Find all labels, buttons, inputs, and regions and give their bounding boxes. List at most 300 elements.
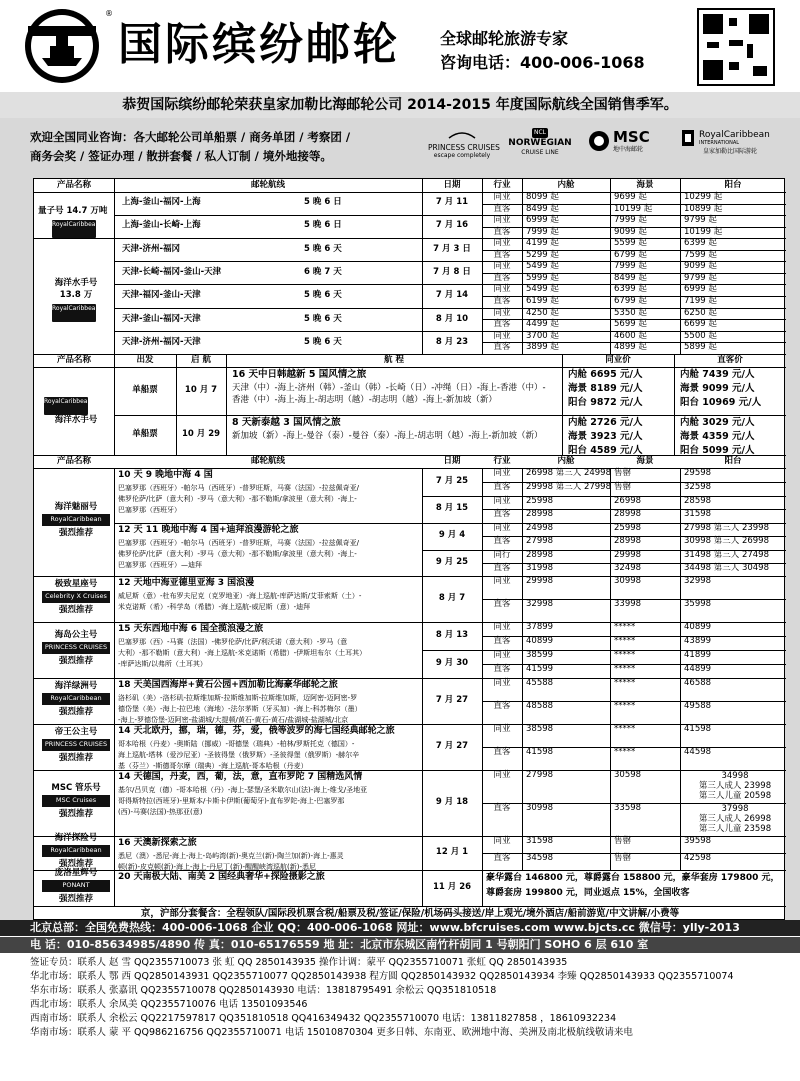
contact-line: 西北市场：联系人 余凤美 QQ2355710076 电话 13501093546 — [30, 999, 308, 1010]
inside-price: 29998 — [526, 576, 554, 586]
balcony-price: 32598 — [684, 481, 712, 492]
trip-itinerary: -库萨达斯/以弗所（土耳其） — [118, 660, 207, 668]
trip-itinerary: -海上-罗德岱堡-迈阿密-盐湖城/大提顿/黄石-黄石-黄石/盐湖城-盐湖城/北京 — [118, 716, 349, 724]
retail-price: 内舱 3029 元/人 — [680, 417, 755, 428]
column-divider — [610, 836, 611, 870]
trip-itinerary: 大利）-那不勒斯（意大利）-海上巡航-米克诺斯（希腊）-伊斯坦布尔（土耳其） — [118, 649, 367, 657]
trade-type: 同业 — [493, 192, 511, 202]
header-product: 产品名称 — [56, 355, 91, 365]
sail-date: 11 月 26 — [432, 882, 472, 892]
recommend-badge: 强烈推荐 — [58, 894, 93, 904]
column-divider — [114, 576, 115, 622]
inside-price: 28998 — [526, 509, 554, 520]
column-divider — [482, 523, 483, 576]
trade-price: 阳台 9872 元/人 — [568, 397, 643, 408]
sail-date: 7 月 27 — [435, 695, 469, 705]
price-table — [33, 178, 785, 920]
column-divider — [114, 354, 115, 455]
column-divider — [680, 622, 681, 678]
recommend-badge: 强烈推荐 — [58, 656, 93, 666]
header-retail-price: 直客价 — [717, 355, 743, 365]
trade-type: 直客 — [493, 319, 511, 330]
trip-itinerary: 巴塞罗那（西班牙） — [118, 506, 181, 514]
balcony-price: 41598 — [684, 724, 712, 734]
trade-type: 直客 — [493, 296, 511, 306]
product-name: 海洋水手号 — [54, 415, 98, 425]
cruise-line-logo: Celebrity X Cruises — [42, 591, 110, 603]
trip-itinerary: 基尔/吕贝克（德）-哥本哈根（丹）-海上-瑟堡/圣米歇尔山(法)-海上-维戈/圣地亚 — [118, 786, 368, 794]
sail-date: 7 月 14 — [435, 290, 469, 301]
balcony-price: 31498 第三人 27498 — [684, 549, 769, 560]
product-name: MSC 管乐号 — [51, 783, 101, 793]
ocean-price: 32498 — [614, 562, 642, 573]
brand-title: 国际缤纷邮轮 — [118, 19, 400, 70]
trade-type: 同业 — [493, 576, 511, 586]
route-name: 上海-釜山-长崎-上海 — [122, 220, 201, 230]
intro-line: 商务会奖 / 签证办理 / 散拼套餐 / 私人订制 / 境外地接等。 — [30, 149, 332, 163]
ocean-price: 5599 起 — [614, 238, 647, 248]
trip-title: 10 天 9 晚地中海 4 国 — [118, 470, 213, 480]
balcony-price: 32998 — [684, 576, 712, 586]
header-route: 邮轮航线 — [250, 456, 285, 466]
inside-price: 27998 — [526, 770, 554, 780]
trade-type: 同业 — [493, 307, 511, 318]
balcony-price: 39598 — [684, 836, 712, 846]
recommend-badge: 强烈推荐 — [58, 605, 93, 615]
balcony-price: 6699 起 — [684, 319, 717, 330]
ocean-price: 28998 — [614, 509, 642, 520]
route-name: 天津-济州-福冈 — [122, 244, 181, 254]
row-divider — [114, 415, 786, 416]
trip-itinerary: 洛杉矶（美）-洛杉矶-拉斯维加斯-拉斯维加斯-拉斯维加斯，迈阿密-迈阿密-罗 — [118, 694, 358, 702]
column-divider — [610, 523, 611, 576]
balcony-price: 10199 起 — [684, 226, 723, 237]
inside-price: 4499 起 — [526, 319, 559, 330]
column-divider — [422, 622, 423, 678]
ocean-price: 6799 起 — [614, 296, 647, 306]
recommend-badge: 强烈推荐 — [58, 707, 93, 717]
column-divider — [522, 678, 523, 724]
ocean-price: 33598 — [614, 803, 642, 813]
cruise-line-logo: RoyalCaribbean — [42, 845, 110, 857]
header-depart: 出发 — [136, 355, 154, 365]
msc-logo: MSC 地中海邮轮 — [588, 128, 668, 166]
trip-itinerary: 基（芬兰）-斯德哥尔摩（瑞典）-海上巡航-哥本哈根（丹麦） — [118, 762, 308, 770]
ocean-price: ***** — [614, 650, 636, 660]
trade-type: 同业 — [493, 238, 511, 248]
ocean-price: 7999 起 — [614, 261, 647, 272]
trade-type: 直客 — [493, 481, 511, 492]
date-divider — [422, 550, 482, 551]
route-nights: 5 晚 6 天 — [304, 336, 342, 347]
hotline: 咨询电话：400-006-1068 — [440, 53, 645, 72]
inside-price: 27998 — [526, 536, 554, 547]
inside-price: 4199 起 — [526, 238, 559, 248]
inside-price: 6199 起 — [526, 296, 559, 306]
balcony-price: 41899 — [684, 650, 712, 660]
package-note: 尊爵套房 199800 元，同业返点 15%，全国收客 — [486, 888, 690, 898]
trip-itinerary: 德岱堡（美）-海上-拉巴地（海地）-法尔茅斯（牙买加）-海上-科苏梅尔（墨） — [118, 705, 362, 713]
column-divider — [482, 576, 483, 622]
balcony-price: 第三人成人 23998 — [698, 781, 772, 791]
balcony-price: 44598 — [684, 747, 712, 757]
inside-price: 5499 起 — [526, 261, 559, 272]
ticket-type: 单船票 — [132, 429, 158, 439]
trade-price: 内舱 2726 元/人 — [568, 417, 643, 428]
trade-type: 直客 — [493, 599, 511, 609]
product-name: 海洋水手号 — [54, 278, 98, 288]
retail-price: 海景 9099 元/人 — [680, 383, 755, 394]
inside-price: 38598 — [526, 724, 554, 734]
column-divider — [680, 724, 681, 770]
header-trade-price: 同业价 — [605, 355, 631, 365]
ocean-price: 7999 起 — [614, 215, 647, 225]
column-divider — [114, 468, 115, 576]
sail-date: 8 月 15 — [435, 503, 469, 514]
footer — [0, 920, 800, 1081]
date-divider — [422, 496, 482, 497]
inside-price: 31998 — [526, 562, 554, 573]
sail-date: 7 月 25 — [435, 475, 469, 486]
column-divider — [114, 179, 115, 238]
product-name: 量子号 14.7 万吨 — [38, 206, 108, 216]
trade-type: 同业 — [493, 650, 511, 660]
trip-title: 15 天东西地中海 6 国全揽浪漫之旅 — [118, 624, 264, 634]
column-divider — [680, 523, 681, 576]
trip-itinerary: 悉尼（澳）-悉尼-海上-海上-岛屿湾(新)-奥克兰(新)-陶兰加(新)-海上-惠灵 — [118, 852, 344, 860]
product-name: 海洋魅丽号 — [54, 502, 98, 512]
trade-type: 直客 — [493, 509, 511, 520]
balcony-price: 6999 起 — [684, 284, 717, 295]
recommend-badge: 强烈推荐 — [58, 753, 93, 763]
ocean-price: 4600 起 — [614, 330, 647, 341]
contact-line: 华东市场：联系人 张嘉讯 QQ2355710078 QQ2850143930 电话：13818795491 余松云 QQ351810518 — [30, 985, 497, 996]
inside-price: 5499 起 — [526, 284, 559, 295]
column-divider — [680, 576, 681, 622]
ocean-price: ***** — [614, 724, 636, 734]
cruise-line-logo: RoyalCaribbean — [52, 304, 96, 322]
cruise-line-logo: PRINCESS CRUISES — [42, 642, 110, 654]
column-divider — [114, 724, 115, 770]
balcony-price: 30998 第三人 26998 — [684, 536, 769, 547]
trade-type: 直客 — [493, 226, 511, 237]
column-divider — [482, 836, 483, 870]
inside-price: 40899 — [526, 636, 554, 646]
ocean-price: ***** — [614, 664, 636, 674]
trade-type: 同业 — [493, 836, 511, 846]
header-inside: 内舱 — [557, 456, 575, 466]
inside-price: 7999 起 — [526, 226, 559, 237]
column-divider — [114, 870, 115, 906]
sail-date: 8 月 7 — [438, 593, 466, 603]
inside-price: 5999 起 — [526, 272, 559, 283]
inside-price: 8099 起 — [526, 192, 559, 202]
ocean-price: 售罄 — [614, 468, 632, 478]
ncl-icon: NCL — [533, 129, 547, 136]
inside-price: 3899 起 — [526, 342, 559, 353]
balcony-price: 35998 — [684, 599, 712, 609]
trade-type: 同业 — [493, 495, 511, 506]
trip-itinerary: 顿(新)-皮克顿(新)-海上-海上-丹尼丁(新)-醒醒峡湾巡航(新)-悉尼 — [118, 863, 317, 871]
congrats-banner: 恭贺国际缤纷邮轮荣获皇家加勒比海邮轮公司 2014-2015 年度国际航线全国销售季军。 — [0, 92, 800, 118]
ticket-type: 单船票 — [132, 385, 158, 395]
trip-title: 12 天 11 晚地中海 4 国+迪拜浪漫游轮之旅 — [118, 525, 299, 535]
sail-date: 12 月 1 — [435, 847, 469, 857]
trip-itinerary: 巴塞罗那（西班牙）-帕尔马（西班牙）-普罗旺斯，马赛（法国）-拉兹佩奇亚/ — [118, 484, 359, 492]
ocean-price: 5350 起 — [614, 307, 647, 318]
sail-date: 10 月 7 — [184, 385, 218, 395]
ocean-price: 30598 — [614, 770, 642, 780]
trip-title: 14 天北欧丹，挪，瑞，德，芬，爱，俄等波罗的海七国经典邮轮之旅 — [118, 726, 395, 736]
inside-price: 28998 — [526, 549, 554, 560]
balcony-price: 34498 第三人 30498 — [684, 562, 769, 573]
header-balcony: 阳台 — [724, 180, 742, 190]
footer-address-line: 电 话：010-85634985/4890 传 真：010-65176559 地 址：北京市东城区南竹杆胡同 1 号朝阳门 SOHO 6 层 610 室 — [0, 937, 800, 953]
trip-title: 16 天中日韩越新 5 国风情之旅 — [232, 369, 367, 380]
cruise-line-logo: RoyalCaribbean — [52, 220, 96, 238]
route-name: 天津-长崎-福冈-釜山-天津 — [122, 267, 222, 278]
inside-price: 29998 第三人 27998 — [526, 481, 611, 492]
header-trade: 行业 — [493, 180, 511, 190]
column-divider — [610, 468, 611, 523]
ocean-price: 9699 起 — [614, 192, 647, 202]
retail-price: 阳台 5099 元/人 — [680, 445, 755, 456]
trip-title: 14 天德国，丹麦，西，葡，法，意，直布罗陀 7 国精选风情 — [118, 772, 363, 782]
ocean-price: ***** — [614, 701, 636, 711]
balcony-price: 43899 — [684, 636, 712, 646]
header — [0, 0, 800, 92]
inside-price: 41599 — [526, 664, 554, 674]
trip-itinerary: 香港（中）-海上-海上-胡志明（越）-胡志明（越）-海上-新加坡（新） — [232, 395, 497, 405]
trade-type: 同业 — [493, 724, 511, 734]
balcony-price: 34998 — [721, 771, 749, 781]
retail-price: 内舱 7439 元/人 — [680, 369, 755, 380]
sail-date: 8 月 10 — [435, 313, 469, 324]
trade-type: 直客 — [493, 272, 511, 283]
trip-itinerary: (西)-马赛(法国)-热那亚(意) — [118, 808, 203, 816]
cruise-line-logo: RoyalCaribbean — [42, 693, 110, 705]
trade-type: 同业 — [493, 468, 511, 478]
crown-anchor-icon — [680, 128, 696, 148]
sail-date: 9 月 18 — [435, 797, 469, 807]
intro-line: 欢迎全国同业咨询：各大邮轮公司单船票 / 商务单团 / 考察团 / — [30, 130, 351, 144]
trade-type: 同业 — [493, 284, 511, 295]
sail-date: 7 月 3 日 — [433, 244, 471, 254]
header-date: 日期 — [443, 180, 461, 190]
column-divider — [522, 576, 523, 622]
ocean-price: 6799 起 — [614, 249, 647, 260]
trip-itinerary: 新加坡（新）-海上-曼谷（泰）-曼谷（泰）-海上-胡志明（越）-海上-新加坡（新） — [232, 431, 543, 441]
trade-type: 同业 — [493, 622, 511, 632]
qr-code-icon — [697, 8, 775, 86]
footer-hq-line: 北京总部：全国免费热线：400-006-1068 企业 QQ：400-006-1068 网址：www.bfcruises.com www.bjcts.cc 微信号：ylly-2013 — [0, 920, 800, 936]
column-divider — [522, 724, 523, 770]
column-divider — [422, 576, 423, 622]
ocean-price: 33998 — [614, 599, 642, 609]
row-divider — [34, 906, 786, 907]
inside-price: 25998 — [526, 495, 554, 506]
inside-price: 41598 — [526, 747, 554, 757]
column-divider — [226, 354, 227, 455]
sail-date: 9 月 25 — [435, 556, 469, 567]
column-divider — [422, 678, 423, 724]
royal-caribbean-logo: RoyalCaribbean INTERNATIONAL 皇家加勒比国际游轮 — [680, 128, 780, 166]
header-ocean: 海景 — [636, 180, 654, 190]
inside-price: 8499 起 — [526, 203, 559, 214]
cruise-line-logo: PRINCESS CRUISES — [42, 739, 110, 751]
trip-itinerary: 巴塞罗那（西班牙）—迪拜 — [118, 561, 202, 569]
ocean-price: 9099 起 — [614, 226, 647, 237]
retail-price: 阳台 10969 元/人 — [680, 397, 762, 408]
cruise-line-logo: MSC Cruises — [42, 795, 110, 807]
product-tonnage: 13.8 万 — [59, 290, 93, 300]
column-divider — [610, 622, 611, 678]
trade-type: 同业 — [493, 261, 511, 272]
date-divider — [422, 650, 482, 651]
trade-price: 海景 8189 元/人 — [568, 383, 643, 394]
column-divider — [680, 468, 681, 523]
column-divider — [422, 523, 423, 576]
trip-itinerary: 佛罗伦萨/比萨（意大利）-罗马（意大利）-那不勒斯/拿波里（意大利）-海上- — [118, 550, 357, 558]
column-divider — [482, 179, 483, 354]
sail-date: 7 月 27 — [435, 741, 469, 751]
column-divider — [680, 836, 681, 870]
trip-title: 12 天地中海亚德里亚海 3 国浪漫 — [118, 578, 255, 588]
balcony-price: 第三人儿童 23598 — [698, 824, 772, 834]
trade-type: 直客 — [493, 636, 511, 646]
balcony-price: 10899 起 — [684, 203, 723, 214]
msc-compass-icon — [588, 130, 610, 152]
column-divider — [114, 622, 115, 678]
header-balcony: 阳台 — [724, 456, 742, 466]
princess-wave-icon — [447, 128, 477, 140]
balcony-price: 9099 起 — [684, 261, 717, 272]
product-name: 海洋绿洲号 — [54, 681, 98, 691]
route-nights: 6 晚 7 天 — [304, 267, 342, 278]
trip-itinerary: 米克诺斯（希）-科学岛（希腊）-海上巡航-威尼斯（意）-迪拜 — [118, 603, 311, 611]
ocean-price: 售罄 — [614, 836, 632, 846]
balcony-price: 9799 起 — [684, 215, 717, 225]
row-divider — [34, 870, 786, 871]
column-divider — [562, 354, 563, 455]
balcony-price: 37998 — [721, 804, 749, 814]
header-sail: 启 航 — [191, 355, 211, 365]
header-trade: 行业 — [493, 456, 511, 466]
inside-price: 45588 — [526, 678, 554, 688]
trip-itinerary: 巴塞罗那（西）-马赛（法国）-佛罗伦萨/比萨/利沃诺（意大利）-罗马（意 — [118, 638, 348, 646]
column-divider — [674, 354, 675, 455]
trade-type: 同业 — [493, 678, 511, 688]
ocean-price: 售罄 — [614, 481, 632, 492]
column-divider — [680, 678, 681, 724]
balcony-price: 46588 — [684, 678, 712, 688]
product-name: 帝王公主号 — [54, 727, 98, 737]
company-logo — [20, 6, 113, 86]
column-divider — [522, 836, 523, 870]
ocean-price: 10199 起 — [614, 203, 653, 214]
trade-type: 直客 — [493, 342, 511, 353]
inside-price: 31598 — [526, 836, 554, 846]
recommend-badge: 强烈推荐 — [58, 859, 93, 869]
column-divider — [114, 770, 115, 836]
inside-price: 26998 第三人 24998 — [526, 468, 611, 478]
inside-price: 6999 起 — [526, 215, 559, 225]
balcony-price: 42598 — [684, 853, 712, 863]
svg-text:®: ® — [105, 9, 113, 18]
route-nights: 5 晚 6 天 — [304, 290, 342, 301]
column-divider — [176, 354, 177, 455]
partner-logos — [400, 126, 795, 168]
inside-price: 38599 — [526, 650, 554, 660]
inside-price: 5299 起 — [526, 249, 559, 260]
trip-itinerary: 哥得斯特拉(西班牙)-里斯本/卡斯卡伊斯(葡萄牙)-直布罗陀-海上-巴塞罗那 — [118, 797, 345, 805]
header-inside: 内舱 — [557, 180, 575, 190]
tagline: 全球邮轮旅游专家 — [440, 29, 569, 48]
column-divider — [610, 576, 611, 622]
sail-date: 10 月 29 — [181, 429, 221, 439]
sail-date: 8 月 23 — [435, 336, 469, 347]
sail-date: 7 月 8 日 — [433, 267, 471, 278]
cruise-line-logo: RoyalCaribbean — [42, 514, 110, 526]
trip-itinerary: 巴塞罗那（西班牙）-帕尔马（西班牙）-普罗旺斯，马赛（法国）-拉兹佩奇亚/ — [118, 539, 359, 547]
recommend-badge: 强烈推荐 — [58, 809, 93, 819]
balcony-price: 9799 起 — [684, 272, 717, 283]
cruise-line-logo: PONANT — [42, 880, 110, 892]
trade-type: 直客 — [493, 701, 511, 711]
balcony-price: 31598 — [684, 509, 712, 520]
balcony-price: 7199 起 — [684, 296, 717, 306]
balcony-price: 第三人成人 26998 — [698, 814, 772, 824]
column-divider — [482, 724, 483, 770]
trade-type: 直客 — [493, 249, 511, 260]
column-divider — [482, 770, 483, 836]
product-name: 海岛公主号 — [54, 630, 98, 640]
header-itinerary: 航 程 — [384, 355, 404, 365]
princess-logo: PRINCESS CRUISES escape completely — [428, 128, 496, 166]
ocean-price: 25998 — [614, 523, 642, 533]
trade-type: 直客 — [493, 853, 511, 863]
inside-price: 24998 — [526, 523, 554, 533]
column-divider — [422, 724, 423, 770]
trade-type: 直客 — [493, 536, 511, 547]
trade-type: 直客 — [493, 562, 511, 573]
column-divider — [482, 622, 483, 678]
trade-type: 直客 — [493, 803, 511, 813]
column-divider — [114, 678, 115, 724]
trade-type: 同业 — [493, 770, 511, 780]
trade-type: 同业 — [493, 215, 511, 225]
trade-type: 同行 — [493, 549, 511, 560]
header-product: 产品名称 — [56, 456, 91, 466]
trade-price: 内舱 6695 元/人 — [568, 369, 643, 380]
cruise-line-logo: RoyalCaribbean — [44, 397, 88, 415]
header-ocean: 海景 — [636, 456, 654, 466]
intro-text — [30, 128, 420, 166]
balcony-price: 29598 — [684, 468, 712, 478]
route-nights: 5 晚 6 日 — [304, 220, 342, 230]
trade-type: 同业 — [493, 330, 511, 341]
ocean-price: 售罄 — [614, 853, 632, 863]
balcony-price: 第三人儿童 20598 — [698, 791, 772, 801]
package-note: 豪华露台 146800 元，尊爵露台 158800 元，豪华套房 179800 元， — [486, 873, 780, 883]
trade-type: 同业 — [493, 523, 511, 533]
trip-itinerary: 佛罗伦萨/比萨（意大利）-罗马（意大利）-那不勒斯/拿波里（意大利）-海上- — [118, 495, 357, 503]
column-divider — [522, 179, 523, 354]
column-divider — [422, 770, 423, 836]
balcony-price: 44899 — [684, 664, 712, 674]
contact-line: 签证专员：联系人 赵 雪 QQ2355710073 张 虹 QQ 2850143935 操作计调：蒙平 QQ2355710071 张虹 QQ 2850143935 — [30, 957, 568, 968]
inside-price: 4250 起 — [526, 307, 559, 318]
